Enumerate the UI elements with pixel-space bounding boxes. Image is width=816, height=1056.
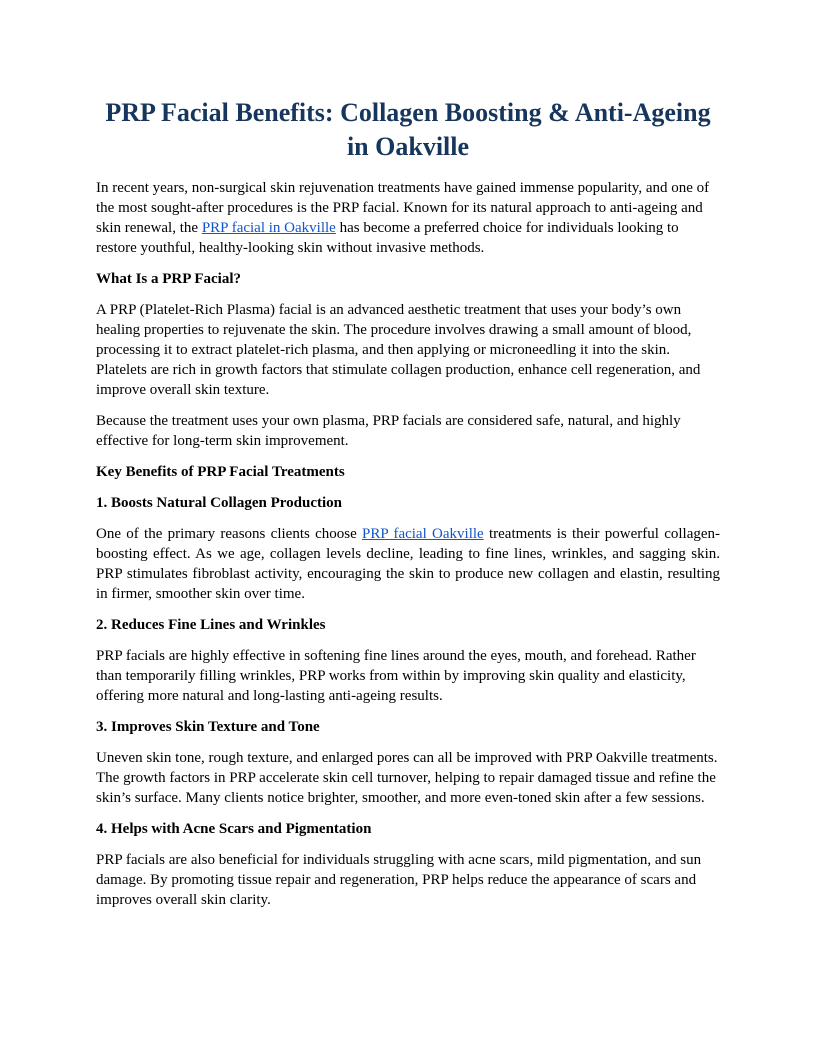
benefit-2-heading: 2. Reduces Fine Lines and Wrinkles <box>96 617 326 633</box>
benefit-3-paragraph: Uneven skin tone, rough texture, and enlarged pores can all be improved with PRP Oakville treatments. The growth factors in PRP accelerate skin cell turnover, helping to repair damaged tissue and refine the skin’s surface. Many clients notice brighter, smoother, and more even-toned skin after a few sessions. <box>96 750 718 806</box>
what-is-paragraph-2: Because the treatment uses your own plasma, PRP facials are considered safe, natural, and highly effective for long-term skin improvement. <box>96 413 681 449</box>
prp-facial-oakville-link[interactable]: PRP facial Oakville <box>362 526 484 542</box>
intro-paragraph <box>96 178 720 258</box>
benefit-4-paragraph: PRP facials are also beneficial for individuals struggling with acne scars, mild pigmentation, and sun damage. By promoting tissue repair and regeneration, PRP helps reduce the appearance of scars and improves overall skin clarity. <box>96 852 702 908</box>
benefit-4-heading: 4. Helps with Acne Scars and Pigmentation <box>96 821 372 837</box>
intro-text-before: In recent years, non-surgical skin rejuvenation treatments have gained immense popularity, and one of the most sought-after procedures is the PRP facial. Known for its natural approach to anti-ageing and skin renewal, the <box>96 180 710 236</box>
what-is-heading: What Is a PRP Facial? <box>96 271 241 287</box>
page-title: PRP Facial Benefits: Collagen Boosting & Anti-Ageing in Oakville <box>105 98 711 161</box>
benefit-1-heading: 1. Boosts Natural Collagen Production <box>96 495 342 511</box>
benefit-2-paragraph: PRP facials are highly effective in softening fine lines around the eyes, mouth, and forehead. Rather than temporarily filling wrinkles, PRP works from within by improving skin quality and elasticity, offering more natural and long-lasting anti-ageing results. <box>96 648 696 704</box>
benefit-1-text-before: One of the primary reasons clients choose <box>96 526 363 542</box>
what-is-paragraph-1: A PRP (Platelet-Rich Plasma) facial is an advanced aesthetic treatment that uses your body’s own healing properties to rejuvenate the skin. The procedure involves drawing a small amount of blood, processing it to extract platelet-rich plasma, and then applying or microneedling it into the skin. Platelets are rich in growth factors that stimulate collagen production, enhance cell regeneration, and improve overall skin texture. <box>96 302 701 398</box>
intro-text-after: has become a preferred choice for individuals looking to restore youthful, healthy-looking skin without invasive methods. <box>96 220 679 256</box>
benefit-1-text-after: treatments is their powerful collagen-boosting effect. As we age, collagen levels decline, leading to fine lines, wrinkles, and sagging skin. PRP stimulates fibroblast activity, encouraging the skin to produce new collagen and elastin, resulting in firmer, smoother skin over time. <box>96 526 721 602</box>
document-page <box>96 96 720 921</box>
benefit-3-heading: 3. Improves Skin Texture and Tone <box>96 719 320 735</box>
benefits-heading: Key Benefits of PRP Facial Treatments <box>96 464 345 480</box>
benefit-1-paragraph <box>96 524 720 604</box>
prp-facial-in-oakville-link[interactable]: PRP facial in Oakville <box>201 220 336 236</box>
